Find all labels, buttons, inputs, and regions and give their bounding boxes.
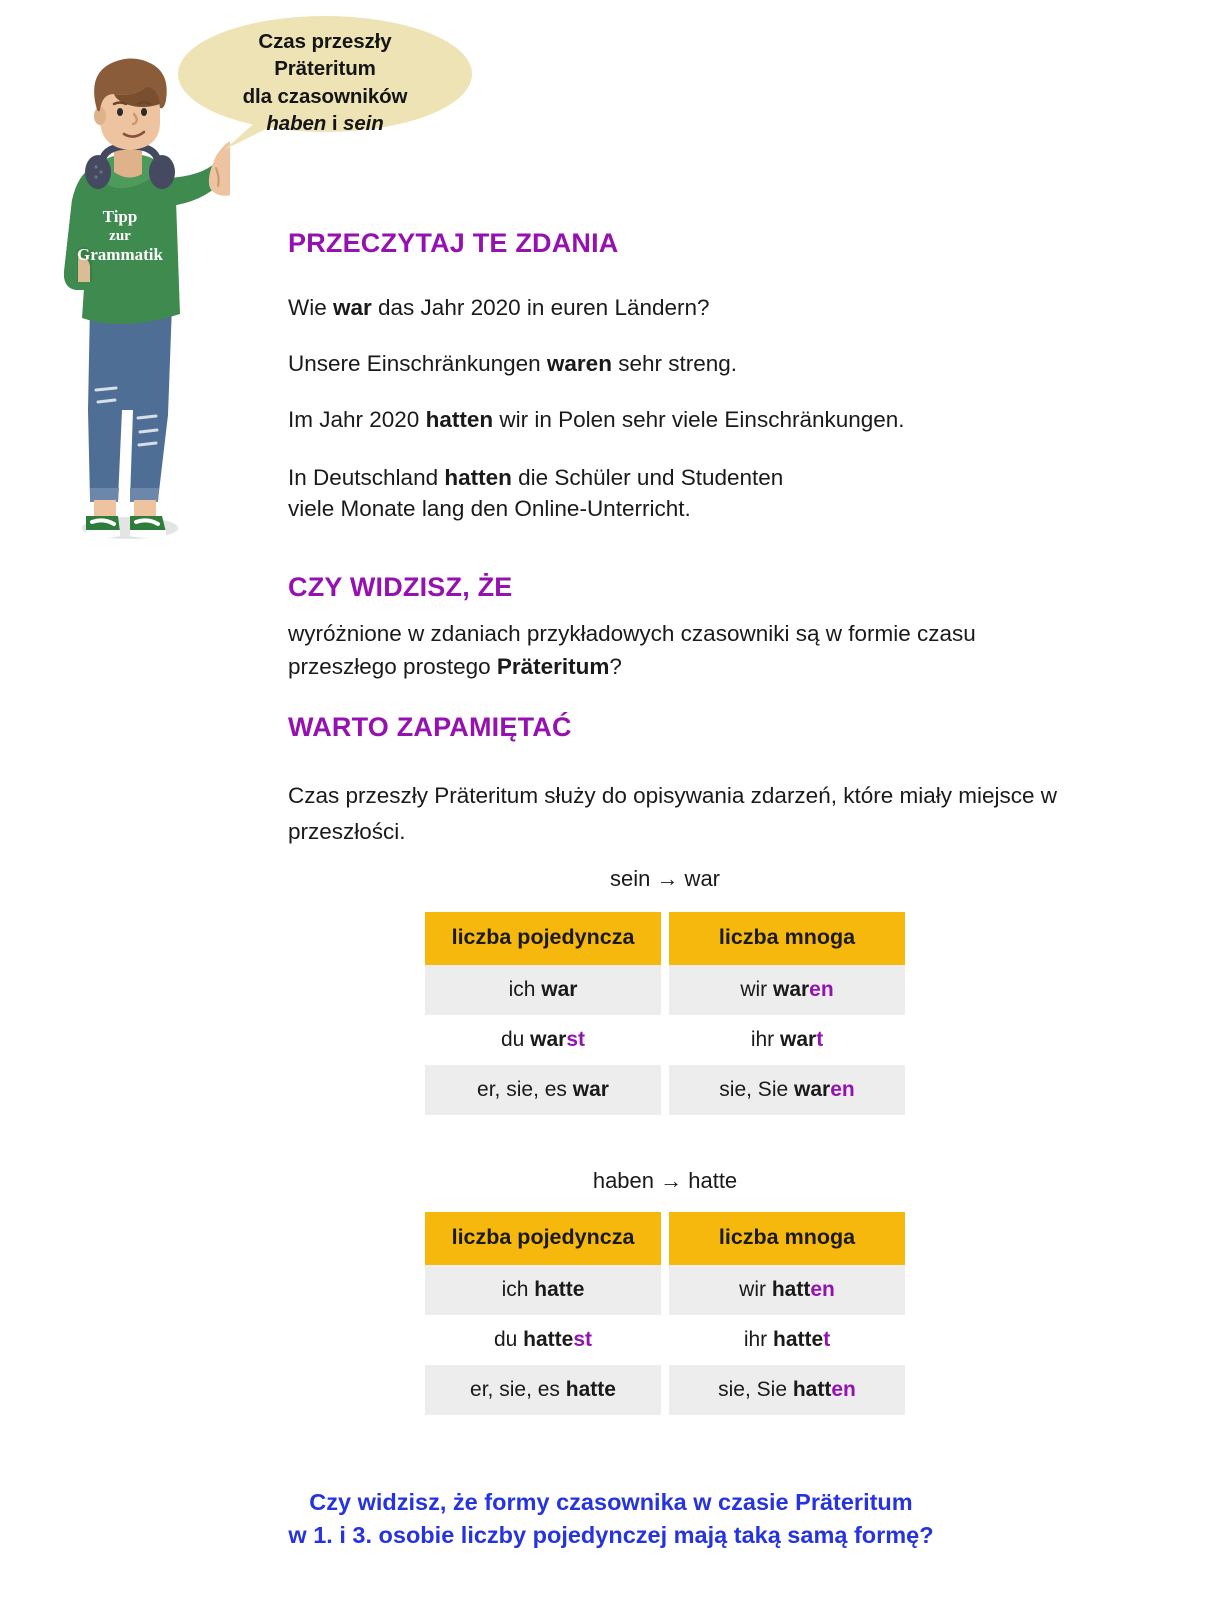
bottom-question-line-2: w 1. i 3. osobie liczby pojedynczej mają taką samą formę? [288,1522,934,1549]
speech-bubble-text [178,28,472,137]
pronoun: ihr [743,1327,773,1351]
speech-bubble-line-3: dla czasowników [242,84,408,108]
example-sentence-1 [288,294,1148,323]
sentence-4-line2: viele Monate lang den Online-Unterricht. [288,496,691,522]
sneaker-left [86,516,120,538]
conj-cell-sg-3 [425,1365,661,1415]
speech-bubble-line-1: Czas przeszły [258,30,392,53]
bottom-question [0,1486,1222,1553]
verb-stem: war [572,1077,609,1101]
conj-cell-pl-1 [669,965,905,1015]
verb-stem: hatt [771,1277,811,1301]
sentence-1-pre: Wie [288,295,333,320]
example-sentence-4 [288,462,1168,524]
conjugation-table-sein [425,912,905,1115]
verb-haben: haben [266,111,327,135]
table-row [425,1065,905,1115]
sentence-1-post: das Jahr 2020 in euren Ländern? [371,295,710,320]
verb-stem: hatte [523,1327,574,1351]
sentence-2-post: sehr streng. [611,351,737,376]
verb-ending: en [809,977,834,1001]
sneaker-right [130,516,166,538]
hoodie-text-line1: Tipp [102,207,138,226]
jeans-cuff-right [130,488,159,502]
conj-cell-sg-2 [425,1315,661,1365]
verb-label-sein: sein → war [609,866,721,891]
table-header-row [425,1212,905,1265]
do-you-see-paragraph [288,618,1058,683]
pronoun: ihr [750,1027,780,1051]
table-header-row [425,912,905,965]
conjugation-table-haben [425,1212,905,1415]
table-row [425,1365,905,1415]
pronoun: er, sie, es [470,1377,566,1401]
verb-stem: hatte [534,1277,585,1301]
speech-bubble-line-2: Präteritum [274,57,376,81]
table-row [425,1265,905,1315]
conj-cell-sg-3 [425,1065,661,1115]
table-header-plural: liczba mnoga [669,912,905,965]
do-you-see-bold: Präteritum [496,653,610,679]
table-header-singular: liczba pojedyncza [425,912,661,965]
sentence-4-highlight: hatten [444,465,512,490]
table-row [425,1315,905,1365]
table-header-plural: liczba mnoga [669,1212,905,1265]
sentence-4-pre: In Deutschland [288,465,445,490]
bottom-question-line-1: Czy widzisz, że formy czasownika w czasie Präteritum [309,1489,913,1515]
pronoun: sie, Sie [719,1077,794,1101]
sentence-3-highlight: hatten [425,407,494,432]
table-row [425,965,905,1015]
verb-ending: st [566,1027,586,1051]
verb-stem: war [541,977,578,1001]
sentence-2-pre: Unsere Einschränkungen [288,351,547,376]
verb-stem: hatte [565,1377,616,1401]
table-row [425,1015,905,1065]
conj-cell-pl-3 [669,1365,905,1415]
conjunction-i: i [326,111,344,135]
verb-ending: en [830,1077,855,1101]
sentence-3-pre: Im Jahr 2020 [288,407,426,432]
verb-stem: war [530,1027,567,1051]
ankle-left [94,500,116,516]
hoodie-text-line3: Grammatik [77,245,163,264]
table-header-singular: liczba pojedyncza [425,1212,661,1265]
heading-read-sentences: PRZECZYTAJ TE ZDANIA [288,228,619,258]
sentence-4-post: die Schüler und Studenten [511,465,784,490]
verb-ending: t [816,1027,824,1051]
pronoun: ich [501,1277,535,1301]
sentence-2-highlight: waren [546,351,612,376]
conj-cell-pl-3 [669,1065,905,1115]
ankle-right [134,500,156,516]
pronoun: du [500,1027,531,1051]
do-you-see-post: ? [609,653,622,679]
conj-cell-sg-1 [425,1265,661,1315]
verb-ending: en [831,1377,856,1401]
jeans-cuff-left [90,488,119,502]
conj-cell-pl-2 [669,1315,905,1365]
verb-ending: st [573,1327,593,1351]
heading-worth-remembering: WARTO ZAPAMIĘTAĆ [288,712,572,742]
verb-stem: hatte [773,1327,824,1351]
verb-ending: en [810,1277,835,1301]
verb-stem: war [794,1077,831,1101]
do-you-see-pre: wyróżnione w zdaniach przykładowych czasowniki są w formie czasu przeszłego prostego [288,621,976,679]
pronoun: sie, Sie [718,1377,793,1401]
verb-stem: war [772,977,810,1001]
speech-bubble-line-4 [178,110,472,137]
verb-ending: t [823,1327,831,1351]
heading-do-you-see: CZY WIDZISZ, ŻE [288,572,513,602]
pronoun: wir [739,1277,772,1301]
sentence-3-post: wir in Polen sehr viele Einschränkungen. [493,407,905,432]
verb-sein: sein [343,111,384,135]
pronoun: wir [740,977,773,1001]
verb-stem: hatt [792,1377,832,1401]
example-sentence-3 [288,406,1168,435]
conj-cell-sg-1 [425,965,661,1015]
conj-cell-pl-1 [669,1265,905,1315]
worth-remembering-paragraph: Czas przeszły Präteritum służy do opisywania zdarzeń, które miały miejsce w przeszłości. [288,783,1058,844]
conj-cell-pl-2 [669,1015,905,1065]
hoodie-text-line2: zur [109,228,131,244]
pronoun: du [493,1327,524,1351]
example-sentence-2 [288,350,1148,379]
pronoun: er, sie, es [477,1077,573,1101]
conj-cell-sg-2 [425,1015,661,1065]
verb-label-haben: haben → hatte [592,1168,738,1193]
pronoun: ich [508,977,542,1001]
sentence-1-highlight: war [333,295,372,320]
verb-stem: war [780,1027,817,1051]
